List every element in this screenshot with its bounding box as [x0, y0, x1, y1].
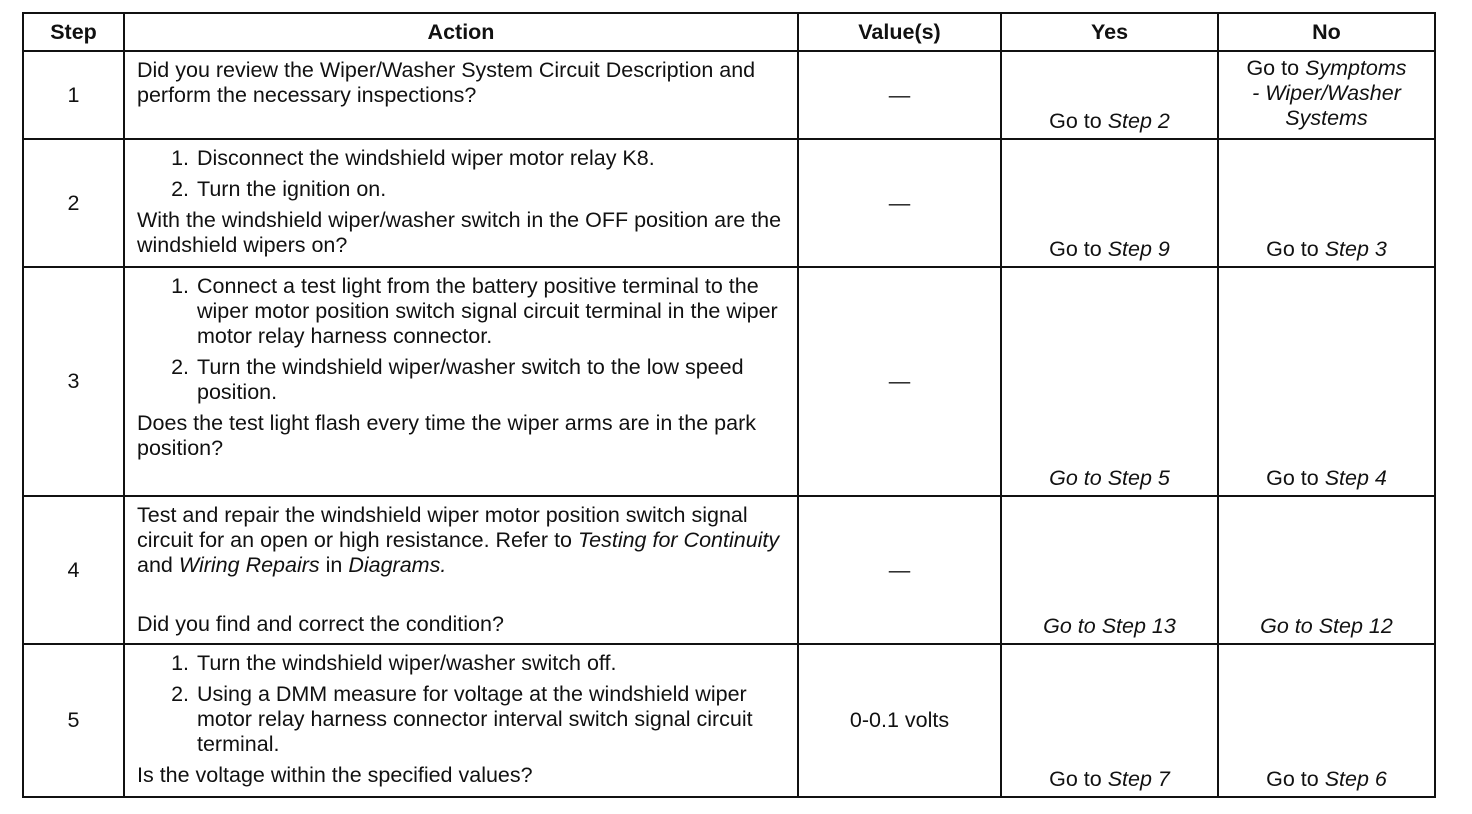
yes-prefix: Go to — [1049, 109, 1108, 133]
yes-target: Step 9 — [1107, 237, 1170, 261]
step-number: 2 — [23, 139, 124, 267]
header-yes: Yes — [1001, 13, 1218, 51]
step-number: 4 — [23, 496, 124, 644]
question-text: Did you find and correct the condition? — [137, 612, 504, 636]
list-item-text: Turn the windshield wiper/washer switch to the low speed position. — [197, 355, 744, 404]
no-cell — [1218, 644, 1435, 797]
list-item-text: Disconnect the windshield wiper motor relay K8. — [197, 146, 655, 170]
step-number: 3 — [23, 267, 124, 496]
value-cell: — — [798, 51, 1001, 139]
no-cell — [1218, 267, 1435, 496]
table-row — [23, 644, 1435, 797]
value-cell: — — [798, 139, 1001, 267]
action-cell — [124, 496, 798, 644]
list-item-text: Turn the ignition on. — [197, 177, 387, 201]
no-prefix: Go to — [1266, 466, 1325, 490]
yes-cell: Go to Step 13 — [1001, 496, 1218, 644]
action-cell — [124, 644, 798, 797]
no-target-line3: Systems — [1285, 106, 1368, 130]
table-row — [23, 139, 1435, 267]
header-step: Step — [23, 13, 124, 51]
list-item-text: Using a DMM measure for voltage at the windshield wiper motor relay harness connector interval switch signal circuit terminal. — [197, 682, 753, 756]
value-cell: 0-0.1 volts — [798, 644, 1001, 797]
no-target: Symptoms — [1305, 56, 1407, 80]
reference-testing-continuity: Testing for Continuity — [577, 528, 780, 552]
table-row — [23, 267, 1435, 496]
no-target: Step 4 — [1324, 466, 1387, 490]
header-no: No — [1218, 13, 1435, 51]
yes-cell: Go to Step 5 — [1001, 267, 1218, 496]
yes-prefix: Go to — [1049, 767, 1108, 791]
table-row — [23, 51, 1435, 139]
list-item: 1. Connect a test light from the battery positive terminal to the wiper motor position switch signal circuit terminal in the wiper motor relay harness connector. — [137, 274, 787, 349]
action-cell — [124, 267, 798, 496]
question-text: Is the voltage within the specified values? — [137, 763, 533, 787]
no-prefix: Go to — [1266, 237, 1325, 261]
value-cell: — — [798, 267, 1001, 496]
question-text: With the windshield wiper/washer switch in the OFF position are the windshield wipers on? — [137, 208, 782, 257]
list-item-text: Connect a test light from the battery positive terminal to the wiper motor position switch signal circuit terminal in the wiper motor relay harness connector. — [197, 274, 778, 348]
no-target: Step 3 — [1324, 237, 1387, 261]
no-target-line2: - Wiper/Washer — [1252, 81, 1401, 105]
list-item: 1. Turn the windshield wiper/washer switch off. — [137, 651, 787, 676]
action-connector: in — [319, 553, 349, 577]
reference-wiring-repairs: Wiring Repairs — [178, 553, 320, 577]
list-item-text: Turn the windshield wiper/washer switch off. — [197, 651, 617, 675]
action-cell — [124, 139, 798, 267]
yes-cell — [1001, 139, 1218, 267]
question-text: Does the test light flash every time the wiper arms are in the park position? — [137, 411, 756, 460]
list-item: 2. Turn the windshield wiper/washer switch to the low speed position. — [137, 355, 787, 405]
no-prefix: Go to — [1246, 56, 1305, 80]
no-cell: Go to Step 12 — [1218, 496, 1435, 644]
action-connector: and — [137, 553, 179, 577]
yes-cell — [1001, 51, 1218, 139]
list-item: 2. Turn the ignition on. — [137, 177, 787, 202]
step-number: 1 — [23, 51, 124, 139]
no-target: Step 6 — [1324, 767, 1387, 791]
reference-diagrams: Diagrams. — [348, 553, 447, 577]
header-row — [23, 13, 1435, 51]
step-number: 5 — [23, 644, 124, 797]
action-prefix: Test and repair the windshield wiper motor position switch signal circuit for an open or high resistance. Refer to — [137, 503, 748, 552]
yes-cell — [1001, 644, 1218, 797]
yes-target: Step 2 — [1107, 109, 1170, 133]
action-text: Did you review the Wiper/Washer System Circuit Description and perform the necessary inspections? — [137, 58, 756, 107]
yes-target: Step 7 — [1107, 767, 1170, 791]
value-cell: — — [798, 496, 1001, 644]
list-item: 1. Disconnect the windshield wiper motor relay K8. — [137, 146, 787, 171]
list-item: 2. Using a DMM measure for voltage at the windshield wiper motor relay harness connector interval switch signal circuit terminal. — [137, 682, 787, 757]
no-cell — [1218, 139, 1435, 267]
yes-prefix: Go to — [1049, 237, 1108, 261]
header-values: Value(s) — [798, 13, 1001, 51]
diagnostic-table — [22, 12, 1436, 798]
no-cell — [1218, 51, 1435, 139]
no-prefix: Go to — [1266, 767, 1325, 791]
table-row — [23, 496, 1435, 644]
action-cell — [124, 51, 798, 139]
action-text — [137, 503, 787, 578]
header-action: Action — [124, 13, 798, 51]
